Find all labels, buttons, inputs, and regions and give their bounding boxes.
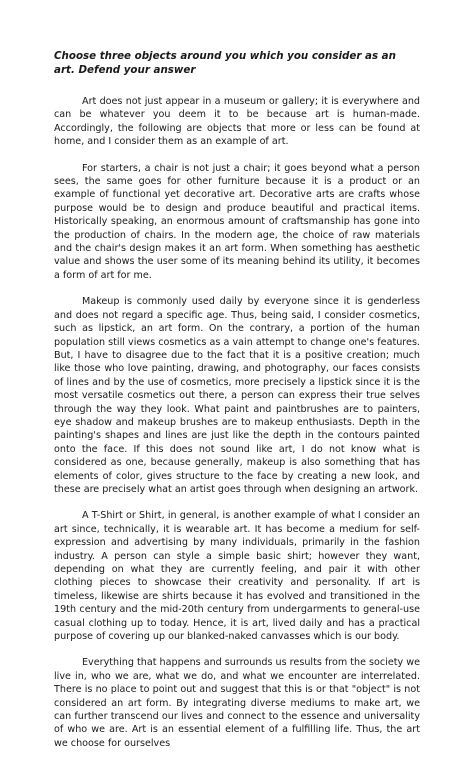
paragraph-chair: For starters, a chair is not just a chair; it goes beyond what a person sees, the same goes for other furniture because it is a product or an example of functional yet decorative art. Decorative arts are crafts whose purpose would be to design and produce beautiful and practical items. Historically speaking, an enormous amount of craftsmanship has gone into the production of chairs. In the modern age, the choice of raw materials and the chair's design makes it an art form. When something has aesthetic value and shows the user some of its meaning behind its utility, it becomes a form of art for me. xyxy=(54,162,420,281)
paragraph-makeup: Makeup is commonly used daily by everyone since it is genderless and does not regard a specific age. Thus, being said, I consider cosmetics, such as lipstick, an art form. On the contrary, a portion of the human population still views cosmetics as a vain attempt to change one's features. But, I have to disagree due to the fact that it is a positive creation; much like those who love painting, drawing, and photography, our faces consists of lines and by the use of cosmetics, more precisely a lipstick since it is the most versatile cosmetics out there, a person can express their true selves through the way they look. What paint and paintbrushes are to painters, eye shadow and makeup brushes are to makeup enthusiasts. Depth in the painting's shapes and lines are just like the depth in the contours painted onto the face. If this does not sound like art, I do not know what is considered as one, because generally, makeup is also something that has elements of color, gives structure to the face by creating a new look, and these are precisely what an artist goes through when designing an artwork. xyxy=(54,296,420,495)
paragraph-intro: Art does not just appear in a museum or gallery; it is everywhere and can be whatever you deem it to be because art is human-made. Accordingly, the following are objects that more or less can be found at home, and I consider them as an example of art. xyxy=(54,96,420,148)
document-page xyxy=(54,50,420,763)
paragraph-shirt: A T-Shirt or Shirt, in general, is another example of what I consider an art since, technically, it is wearable art. It has become a medium for self-expression and advertising by many individuals, primarily in the fashion industry. A person can style a simple basic shirt; however they want, depending on what they are currently feeling, and pair it with other clothing pieces to showcase their creativity and personality. If art is timeless, likewise are shirts because it has evolved and transitioned in the 19th century and the mid-20th century from undergarments to general-use casual clothing up to today. Hence, it is art, lived daily and has a practical purpose of covering up our blanked-naked canvasses which is our body. xyxy=(54,510,420,643)
essay-prompt-title: Choose three objects around you which you consider as an art. Defend your answer xyxy=(54,50,396,76)
paragraph-conclusion: Everything that happens and surrounds us results from the society we live in, who we are, what we do, and what we encounter are interrelated. There is no place to point out and suggest that this is or that "object" is not considered an art form. By integrating diverse mediums to make art, we can further transcend our lives and connect to the essence and universality of who we are. Art is an essential element of a fulfilling life. Thus, the art we choose for ourselves xyxy=(54,657,420,749)
